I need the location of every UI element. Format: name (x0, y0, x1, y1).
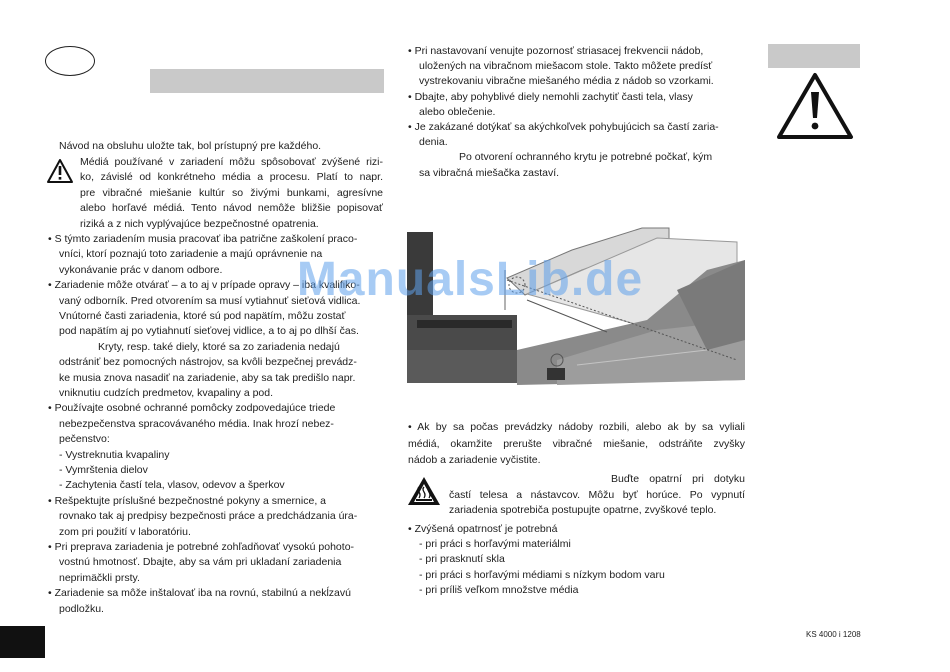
broken-vessel-line: médiá, okamžite prerušte vibračné miešanie, odstráňte zvyšky (408, 437, 745, 450)
warning-line: pre vibračné miešanie kultúr so živými bunkami, agresívne (80, 186, 383, 199)
right-text-line: denia. (419, 136, 448, 149)
right-text-line: • Dbajte, aby pohyblivé diely nemohli zachytiť časti tela, vlasy (408, 90, 693, 103)
left-text-line: odstrániť bez pomocných nástrojov, sa kvôli bezpečnej prevádz- (59, 356, 357, 369)
left-text-line: podložku. (59, 602, 104, 615)
warning-triangle-large-icon (776, 72, 854, 140)
left-text-line: • Zariadenie sa môže inštalovať iba na rovnú, stabilnú a nekĺzavú (48, 587, 351, 600)
right-text-line: • Pri nastavovaní venujte pozornosť striasacej frekvencii nádob, (408, 45, 704, 57)
warning-line: ko, závislé od konkrétneho média a procesu. Platí to napr. (80, 171, 383, 184)
left-text-line: zom pri použití v laboratóriu. (59, 525, 191, 538)
page-tab-marker (0, 626, 45, 658)
left-text-line: vykonávanie prác v danom odbore. (59, 263, 223, 276)
hot-surface-line: Buďte opatrní pri dotyku (611, 473, 745, 485)
left-text-line: • S týmto zariadením musia pracovať iba patrične zaškolení praco- (48, 233, 358, 245)
left-text-line: • Pri preprava zariadenia je potrebné zohľadňovať vysokú pohoto- (48, 541, 355, 553)
warning-triangle-icon (46, 158, 74, 184)
warning-line: Médiá používané v zariadení môžu spôsobovať zvýšené rizi- (80, 156, 383, 168)
left-text-line: • Rešpektujte príslušné bezpečnostné pokyny a smernice, a (48, 494, 326, 507)
hot-surface-icon (407, 476, 441, 506)
left-text-line: vostnú hmotnosť. Dbajte, aby sa vám pri ukladaní zariadenia (59, 556, 342, 569)
caution-line: • Zvýšená opatrnosť je potrebná (408, 523, 558, 535)
warning-line: alebo horľavé médiá. Tento návod nemôže bližšie popisovať (80, 202, 383, 215)
left-text-line: rovnako tak aj predpisy bezpečnosti práce a predchádzania úra- (59, 510, 358, 523)
caution-line: - pri príliš veľkom množstve média (419, 583, 579, 596)
footer-model: KS 4000 i 1208 (806, 630, 861, 639)
left-text-line: - Vymrštenia dielov (59, 464, 148, 476)
right-text-line: alebo oblečenie. (419, 105, 496, 118)
right-text-line: uložených na vibračnom miešacom stole. Takto môžete predísť (419, 60, 713, 73)
language-oval (45, 46, 95, 76)
left-text-line: Vnútorné časti zariadenia, ktoré sú pod napätím, môžu zostať (59, 310, 346, 322)
left-text-line: ke musia znova nasadiť na zariadenie, aby sa tak predišlo napr. (59, 371, 356, 384)
right-text-line: Po otvorení ochranného krytu je potrebné počkať, kým (459, 151, 713, 164)
left-text-line: • Zariadenie môže otvárať – a to aj v prípade opravy – iba kvalifiko- (48, 279, 360, 292)
right-text-line: sa vibračná miešačka zastaví. (419, 166, 560, 179)
hot-surface-line: zariadenia spotrebiča postupujte opatrne, zvyškové teplo. (449, 504, 717, 516)
left-text-line: vníci, ktorí poznajú toto zariadenie a majú oprávnenie na (59, 248, 323, 261)
broken-vessel-line: • Ak by sa počas prevádzky nádoby rozbili, alebo ak by sa vyliali (408, 421, 745, 433)
left-text-line: nebezpečenstva spracovávaného média. Inak hrozí nebez- (59, 417, 334, 430)
left-text-line: vaný odborník. Pred otvorením sa musí vytiahnuť sieťová vidlica. (59, 294, 361, 307)
caution-line: - pri práci s horľavými materiálmi (419, 538, 571, 551)
left-text-line: - Vystreknutia kvapaliny (59, 448, 170, 461)
left-text-line: neprimäčkli prsty. (59, 571, 140, 584)
left-text-line: pod napätím aj po vytiahnutí sieťovej vidlice, a to aj po dlhší čas. (59, 325, 359, 338)
left-text-line: pečenstvo: (59, 433, 110, 446)
left-text-line: vniknutiu cudzích predmetov, kvapaliny a pod. (59, 387, 274, 399)
right-text-line: • Je zakázané dotýkať sa akýchkoľvek pohybujúcich sa častí zaria- (408, 121, 719, 133)
caution-line: - pri práci s horľavými médiami s nízkym bodom varu (419, 568, 665, 581)
right-header-bar (768, 44, 860, 68)
caution-line: - pri prasknutí skla (419, 553, 505, 566)
left-text-line: Kryty, resp. také diely, ktoré sa zo zariadenia nedajú (98, 340, 340, 353)
left-text-line: - Zachytenia častí tela, vlasov, odevov a šperkov (59, 479, 285, 492)
broken-vessel-line: nádob a zariadenie vyčistite. (408, 454, 541, 466)
left-text-line: • Používajte osobné ochranné pomôcky zodpovedajúce triede (48, 402, 336, 415)
intro-text: Návod na obsluhu uložte tak, bol prístupný pre každého. (59, 140, 322, 152)
section-header-bar (150, 69, 384, 93)
hot-surface-line: častí telesa a nástavcov. Môžu byť horúce. Po vypnutí (449, 488, 745, 501)
watermark-text: ManualsLib.de (296, 253, 644, 306)
warning-line: riziká a z nich vyplývajúce bezpečnostné opatrenia. (80, 217, 319, 230)
right-text-line: vystrekovaniu vibračne miešaného média z nádob so vzorkami. (419, 75, 714, 88)
